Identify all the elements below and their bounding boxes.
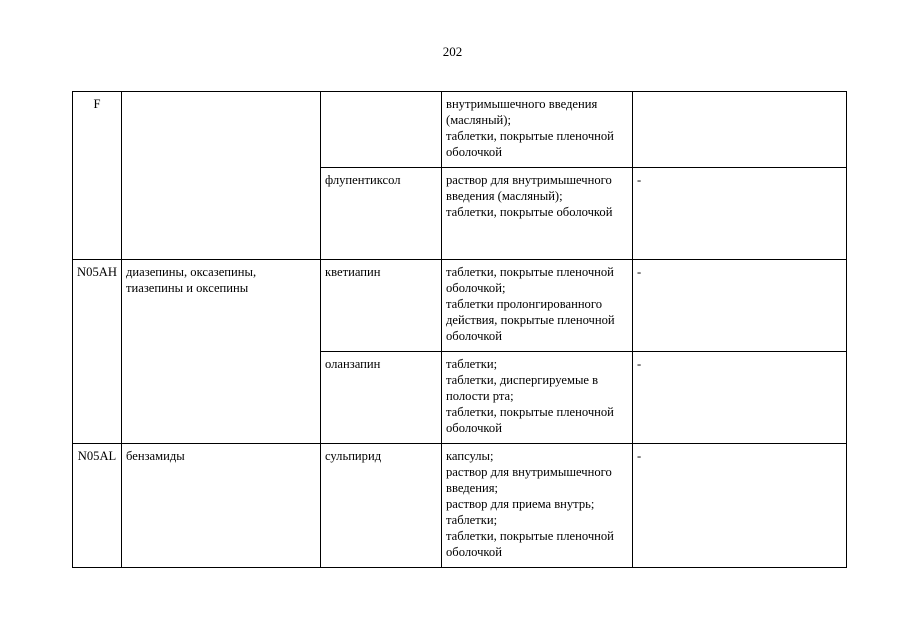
atc-code-cell: F (73, 92, 122, 260)
atc-code-cell: N05AL (73, 444, 122, 568)
dosage-form: раствор для внутримышечного введения (масляный); (446, 173, 612, 203)
dosage-forms-cell (442, 92, 633, 168)
drug-name-cell: флупентиксол (321, 168, 442, 260)
table-row (73, 444, 847, 568)
atc-group-name-cell: диазепины, оксазепины, тиазепины и оксепины (122, 260, 321, 444)
note-cell: - (633, 260, 847, 352)
dosage-form: раствор для внутримышечного введения; (446, 465, 612, 495)
note-cell: - (633, 168, 847, 260)
atc-group-name-cell: бензамиды (122, 444, 321, 568)
dosage-forms-cell (442, 260, 633, 352)
drug-name-cell: сульпирид (321, 444, 442, 568)
table-row (73, 260, 847, 352)
atc-group-name-cell (122, 92, 321, 260)
note-cell (633, 92, 847, 168)
dosage-forms-cell (442, 168, 633, 260)
drug-classification-table (72, 91, 847, 568)
page-number: 202 (442, 44, 463, 59)
dosage-form: таблетки, покрытые пленочной оболочкой; (446, 265, 614, 295)
atc-code-cell: N05AH (73, 260, 122, 444)
dosage-forms-cell (442, 352, 633, 444)
drug-name-cell: оланзапин (321, 352, 442, 444)
dosage-forms-cell (442, 444, 633, 568)
dosage-form: таблетки, покрытые пленочной оболочкой (446, 529, 614, 559)
dosage-form: таблетки, покрытые пленочной оболочкой (446, 129, 614, 159)
dosage-form: внутримышечного введения (масляный); (446, 97, 598, 127)
note-cell: - (633, 444, 847, 568)
table-row (73, 92, 847, 168)
drug-name-cell: кветиапин (321, 260, 442, 352)
dosage-form: таблетки; (446, 357, 498, 371)
note-cell: - (633, 352, 847, 444)
dosage-form: таблетки пролонгированного действия, покрытые пленочной оболочкой (446, 297, 615, 343)
dosage-form: таблетки, диспергируемые в полости рта; (446, 373, 599, 403)
dosage-form: капсулы; (446, 449, 494, 463)
dosage-form: таблетки; (446, 513, 498, 527)
dosage-form: таблетки, покрытые оболочкой (446, 205, 613, 219)
dosage-form: таблетки, покрытые пленочной оболочкой (446, 405, 614, 435)
drug-name-cell (321, 92, 442, 168)
dosage-form: раствор для приема внутрь; (446, 497, 595, 511)
